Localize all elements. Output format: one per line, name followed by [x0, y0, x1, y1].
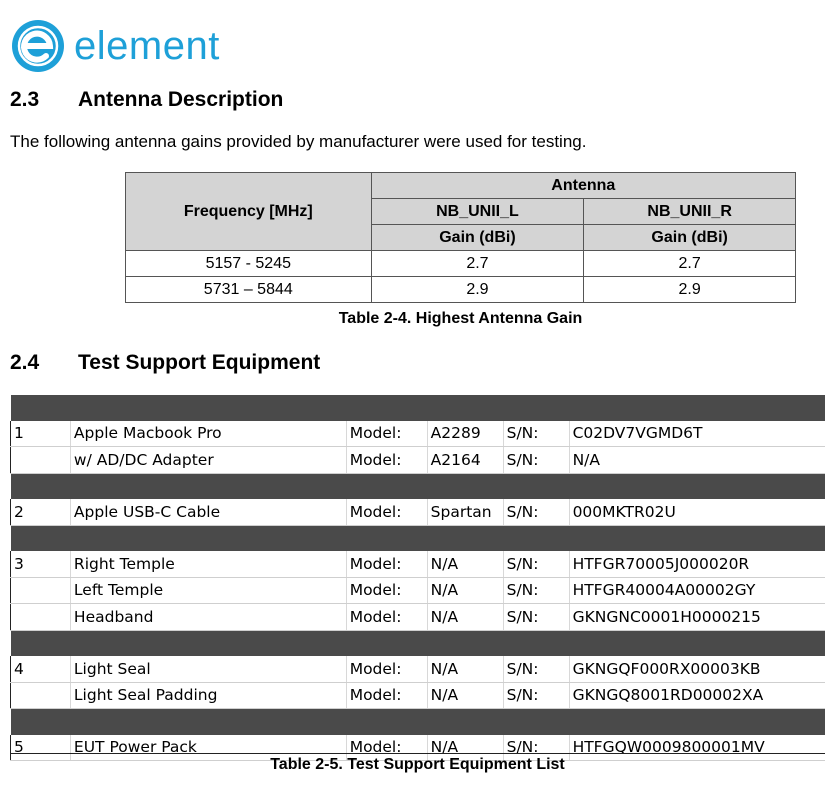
table-row — [11, 499, 825, 525]
item-name: Apple USB-C Cable — [70, 499, 346, 525]
table-caption-2-4: Table 2-4. Highest Antenna Gain — [338, 310, 583, 327]
model-value: N/A — [427, 551, 503, 577]
item-number — [11, 682, 71, 709]
model-label: Model: — [346, 682, 427, 709]
sn-label: S/N: — [503, 656, 569, 682]
model-label: Model: — [346, 447, 427, 474]
sn-label: S/N: — [503, 735, 569, 761]
model-label: Model: — [346, 421, 427, 447]
model-label: Model: — [346, 499, 427, 525]
model-value: N/A — [427, 577, 503, 604]
section-heading-2-4 — [10, 351, 320, 375]
sn-value: HTFGR70005J000020R — [569, 551, 825, 577]
sn-value: 000MKTR02U — [569, 499, 825, 525]
section-title: Antenna Description — [78, 88, 284, 111]
item-number — [11, 447, 71, 474]
sn-value: GKNGQ8001RD00002XA — [569, 682, 825, 709]
sn-label: S/N: — [503, 682, 569, 709]
table-row — [11, 421, 825, 447]
table-bottom-border — [10, 753, 825, 754]
sn-value: N/A — [569, 447, 825, 474]
model-label: Model: — [346, 577, 427, 604]
sn-label: S/N: — [503, 577, 569, 604]
section-heading-2-3 — [10, 88, 283, 112]
intro-paragraph: The following antenna gains provided by manufacturer were used for testing. — [10, 132, 587, 151]
model-value: N/A — [427, 735, 503, 761]
table-row — [11, 551, 825, 577]
model-value: N/A — [427, 604, 503, 631]
section-number: 2.4 — [10, 351, 40, 374]
sn-label: S/N: — [503, 421, 569, 447]
antenna-gain-table — [125, 172, 796, 303]
group-separator — [11, 473, 825, 499]
antenna-col-l: NB_UNII_L — [371, 199, 584, 225]
model-value: A2164 — [427, 447, 503, 474]
gain-unit-r: Gain (dBi) — [584, 225, 796, 251]
model-label: Model: — [346, 551, 427, 577]
model-value: N/A — [427, 656, 503, 682]
item-name: Light Seal Padding — [70, 682, 346, 709]
sn-value: HTFGR40004A00002GY — [569, 577, 825, 604]
antenna-col-r: NB_UNII_R — [584, 199, 796, 225]
equipment-table — [10, 395, 825, 761]
frequency-header: Frequency [MHz] — [126, 173, 372, 251]
table-row — [11, 656, 825, 682]
sn-value: HTFGQW0009800001MV — [569, 735, 825, 761]
group-separator — [11, 395, 825, 421]
element-logo-icon — [10, 18, 66, 74]
table-row — [126, 251, 796, 277]
element-logo — [10, 18, 220, 74]
sn-value: C02DV7VGMD6T — [569, 421, 825, 447]
table-row — [11, 447, 825, 474]
model-value: N/A — [427, 682, 503, 709]
sn-label: S/N: — [503, 447, 569, 474]
item-number — [11, 577, 71, 604]
item-name: Right Temple — [70, 551, 346, 577]
model-label: Model: — [346, 735, 427, 761]
item-name: Light Seal — [70, 656, 346, 682]
gain-unit-l: Gain (dBi) — [371, 225, 584, 251]
gain-cell: 2.7 — [371, 251, 584, 277]
table-row — [11, 577, 825, 604]
item-number: 2 — [11, 499, 71, 525]
table-row — [11, 604, 825, 631]
gain-cell: 2.7 — [584, 251, 796, 277]
table-header-row — [126, 173, 796, 199]
table-row — [126, 277, 796, 303]
item-name: EUT Power Pack — [70, 735, 346, 761]
section-number: 2.3 — [10, 88, 40, 111]
section-title: Test Support Equipment — [78, 351, 321, 374]
logo-text: element — [74, 23, 220, 68]
item-name: Headband — [70, 604, 346, 631]
gain-cell: 2.9 — [584, 277, 796, 303]
item-name: Apple Macbook Pro — [70, 421, 346, 447]
item-name: w/ AD/DC Adapter — [70, 447, 346, 474]
sn-value: GKNGNC0001H0000215 — [569, 604, 825, 631]
frequency-cell: 5157 - 5245 — [126, 251, 372, 277]
item-number — [11, 604, 71, 631]
frequency-cell: 5731 – 5844 — [126, 277, 372, 303]
table-caption-2-5: Table 2-5. Test Support Equipment List — [270, 756, 565, 773]
sn-label: S/N: — [503, 551, 569, 577]
sn-value: GKNGQF000RX00003KB — [569, 656, 825, 682]
model-label: Model: — [346, 604, 427, 631]
model-label: Model: — [346, 656, 427, 682]
item-name: Left Temple — [70, 577, 346, 604]
table-row — [11, 682, 825, 709]
group-separator — [11, 630, 825, 656]
item-number: 3 — [11, 551, 71, 577]
sn-label: S/N: — [503, 604, 569, 631]
item-number: 5 — [11, 735, 71, 761]
model-value: A2289 — [427, 421, 503, 447]
gain-cell: 2.9 — [371, 277, 584, 303]
antenna-header: Antenna — [371, 173, 795, 199]
item-number: 1 — [11, 421, 71, 447]
item-number: 4 — [11, 656, 71, 682]
group-separator — [11, 525, 825, 551]
group-separator — [11, 709, 825, 735]
sn-label: S/N: — [503, 499, 569, 525]
model-value: Spartan — [427, 499, 503, 525]
